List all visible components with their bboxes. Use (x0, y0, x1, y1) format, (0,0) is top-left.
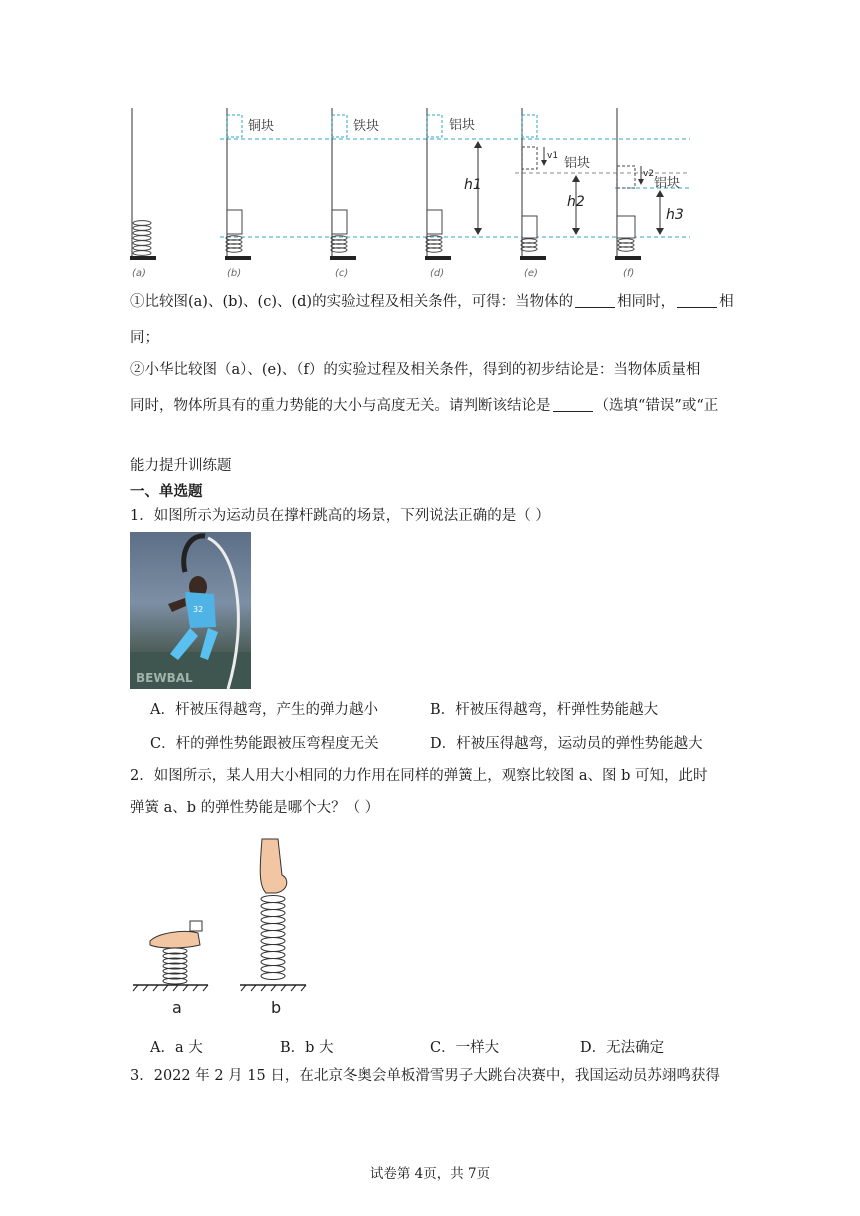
panel-label-e: (e) (524, 268, 538, 279)
h1-label: h1 (464, 177, 482, 193)
item1-suffix: 相 (719, 294, 734, 310)
block-label-al-f: 铝块 (654, 176, 681, 191)
panel-label-c: (c) (335, 268, 349, 279)
h3-label: h3 (666, 207, 684, 223)
panel-label-f: (f) (623, 268, 635, 279)
block-label-al-e: 铝块 (564, 156, 591, 171)
q3-stem-line1: 3．2022 年 2 月 15 日，在北京冬奥会单板滑雪男子大跳台决赛中，我国运动员苏翊鸣获得 (130, 1068, 720, 1084)
experiment-figure (120, 100, 700, 285)
answer-blank-2[interactable] (677, 293, 717, 308)
v2-label: v2 (643, 169, 655, 179)
q1-stem: 1．如图所示为运动员在撑杆跳高的场景，下列说法正确的是（ ） (130, 508, 550, 524)
item2-end: （选填“错误”或“正 (594, 398, 719, 414)
spring-a (133, 921, 208, 991)
q2-option-a[interactable]: A．a 大 (150, 1040, 203, 1056)
item1-middle: 相同时， (617, 294, 676, 310)
pole-vault-photo (130, 532, 251, 689)
q1-option-a[interactable]: A．杆被压得越弯，产生的弹力越小 (150, 702, 378, 718)
spring-b (240, 839, 306, 991)
q2-option-c[interactable]: C．一样大 (430, 1040, 500, 1056)
panel-label-d: (d) (430, 268, 445, 279)
spring-label-a: a (172, 998, 182, 1017)
item2-line1: ②小华比较图（a）、(e)、（f）的实验过程及相关条件，得到的初步结论是：当物体质量相 (130, 362, 701, 378)
page-footer: 试卷第 4页，共 7页 (369, 1166, 491, 1182)
block-label-al-d: 铝块 (449, 118, 476, 133)
item2-line2 (130, 396, 718, 416)
item1-line2: 同； (130, 330, 159, 346)
h2-label: h2 (567, 194, 585, 210)
q2-stem-line2: 弹簧 a、b 的弹性势能是哪个大？（ ） (130, 800, 380, 816)
pole-vault-illustration (130, 532, 251, 689)
spring-figure (128, 835, 313, 1020)
v1-label: v1 (547, 151, 559, 161)
block-label-copper: 铜块 (248, 119, 275, 134)
section-title: 能力提升训练题 (130, 458, 232, 474)
answer-blank-3[interactable] (553, 397, 593, 412)
block-label-iron: 铁块 (353, 119, 380, 134)
item2-text: 同时，物体所具有的重力势能的大小与高度无关。请判断该结论是 (130, 398, 551, 414)
q1-option-c[interactable]: C．杆的弹性势能跟被压弯程度无关 (150, 736, 379, 752)
svg-text:BEWBAL: BEWBAL (136, 671, 193, 685)
q1-option-d[interactable]: D．杆被压得越弯，运动员的弹性势能越大 (430, 736, 703, 752)
spring-label-b: b (271, 998, 282, 1017)
answer-blank-1[interactable] (575, 293, 615, 308)
panel-a (130, 108, 156, 260)
svg-text:32: 32 (193, 605, 204, 614)
item1-line1 (130, 292, 734, 312)
item1-prefix: ①比较图(a)、(b)、(c)、(d)的实验过程及相关条件，可得：当物体的 (130, 294, 574, 310)
q2-option-d[interactable]: D．无法确定 (580, 1040, 665, 1056)
panel-label-a: (a) (132, 268, 146, 279)
q1-option-b[interactable]: B．杆被压得越弯，杆弹性势能越大 (430, 702, 659, 718)
q2-stem-line1: 2．如图所示，某人用大小相同的力作用在同样的弹簧上，观察比较图 a、图 b 可知，此时 (130, 768, 708, 784)
q2-option-b[interactable]: B．b 大 (280, 1040, 334, 1056)
section-subtitle: 一、单选题 (130, 484, 203, 500)
panel-label-b: (b) (227, 268, 242, 279)
